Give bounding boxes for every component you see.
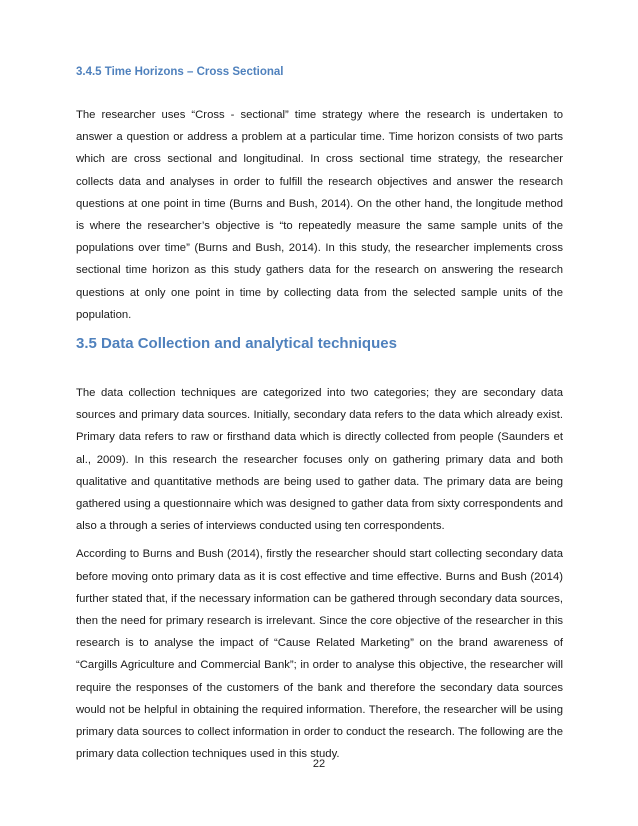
section-heading-data-collection: 3.5 Data Collection and analytical techniques: [76, 335, 397, 353]
paragraph-time-horizons: The researcher uses “Cross - sectional” time strategy where the research is undertaken to answer a question or address a problem at a particular time. Time horizon consists of two parts which are cross sectional and longitudinal. In cross sectional time strategy, the researcher collects data and analyses in order to fulfill the research objectives and answer the research questions at one point in time (Burns and Bush, 2014). On the other hand, the longitude method is where the researcher’s objective is “to repeatedly measure the same sample units of the populations over time” (Burns and Bush, 2014). In this study, the researcher implements cross sectional time horizon as this study gathers data for the research on answering the research questions at only one point in time by collecting data from the selected sample units of the population.: [76, 109, 563, 321]
document-page: [76, 64, 563, 771]
paragraph-data-collection-techniques: The data collection techniques are categorized into two categories; they are secondary data sources and primary data sources. Initially, secondary data refers to the data which already exist. Primary data refers to raw or firsthand data which is directly collected from people (Saunders et al., 2009). In this research the researcher focuses only on gathering primary data and both qualitative and quantitative methods are being used to gather data. The primary data are being gathered using a questionnaire which was designed to gather data from sixty correspondents and also a through a series of interviews conducted using ten correspondents.: [76, 387, 563, 533]
page-number: 22: [312, 758, 326, 770]
paragraph-burns-and-bush: According to Burns and Bush (2014), firstly the researcher should start collecting secondary data before moving onto primary data as it is cost effective and time effective. Burns and Bush (2014) further stated that, if the necessary information can be gathered through secondary data sources, then the need for primary research is irrelevant. Since the core objective of the researcher in this research is to analyse the impact of “Cause Related Marketing” on the brand awareness of “Cargills Agriculture and Commercial Bank”; in order to analyse this objective, the researcher will require the responses of the customers of the bank and therefore the secondary data sources would not be helpful in obtaining the required information. Therefore, the researcher will be using primary data sources to collect information in order to conduct the research. The following are the primary data collection techniques used in this study.: [76, 548, 563, 761]
section-heading-time-horizons: 3.4.5 Time Horizons – Cross Sectional: [76, 66, 284, 78]
